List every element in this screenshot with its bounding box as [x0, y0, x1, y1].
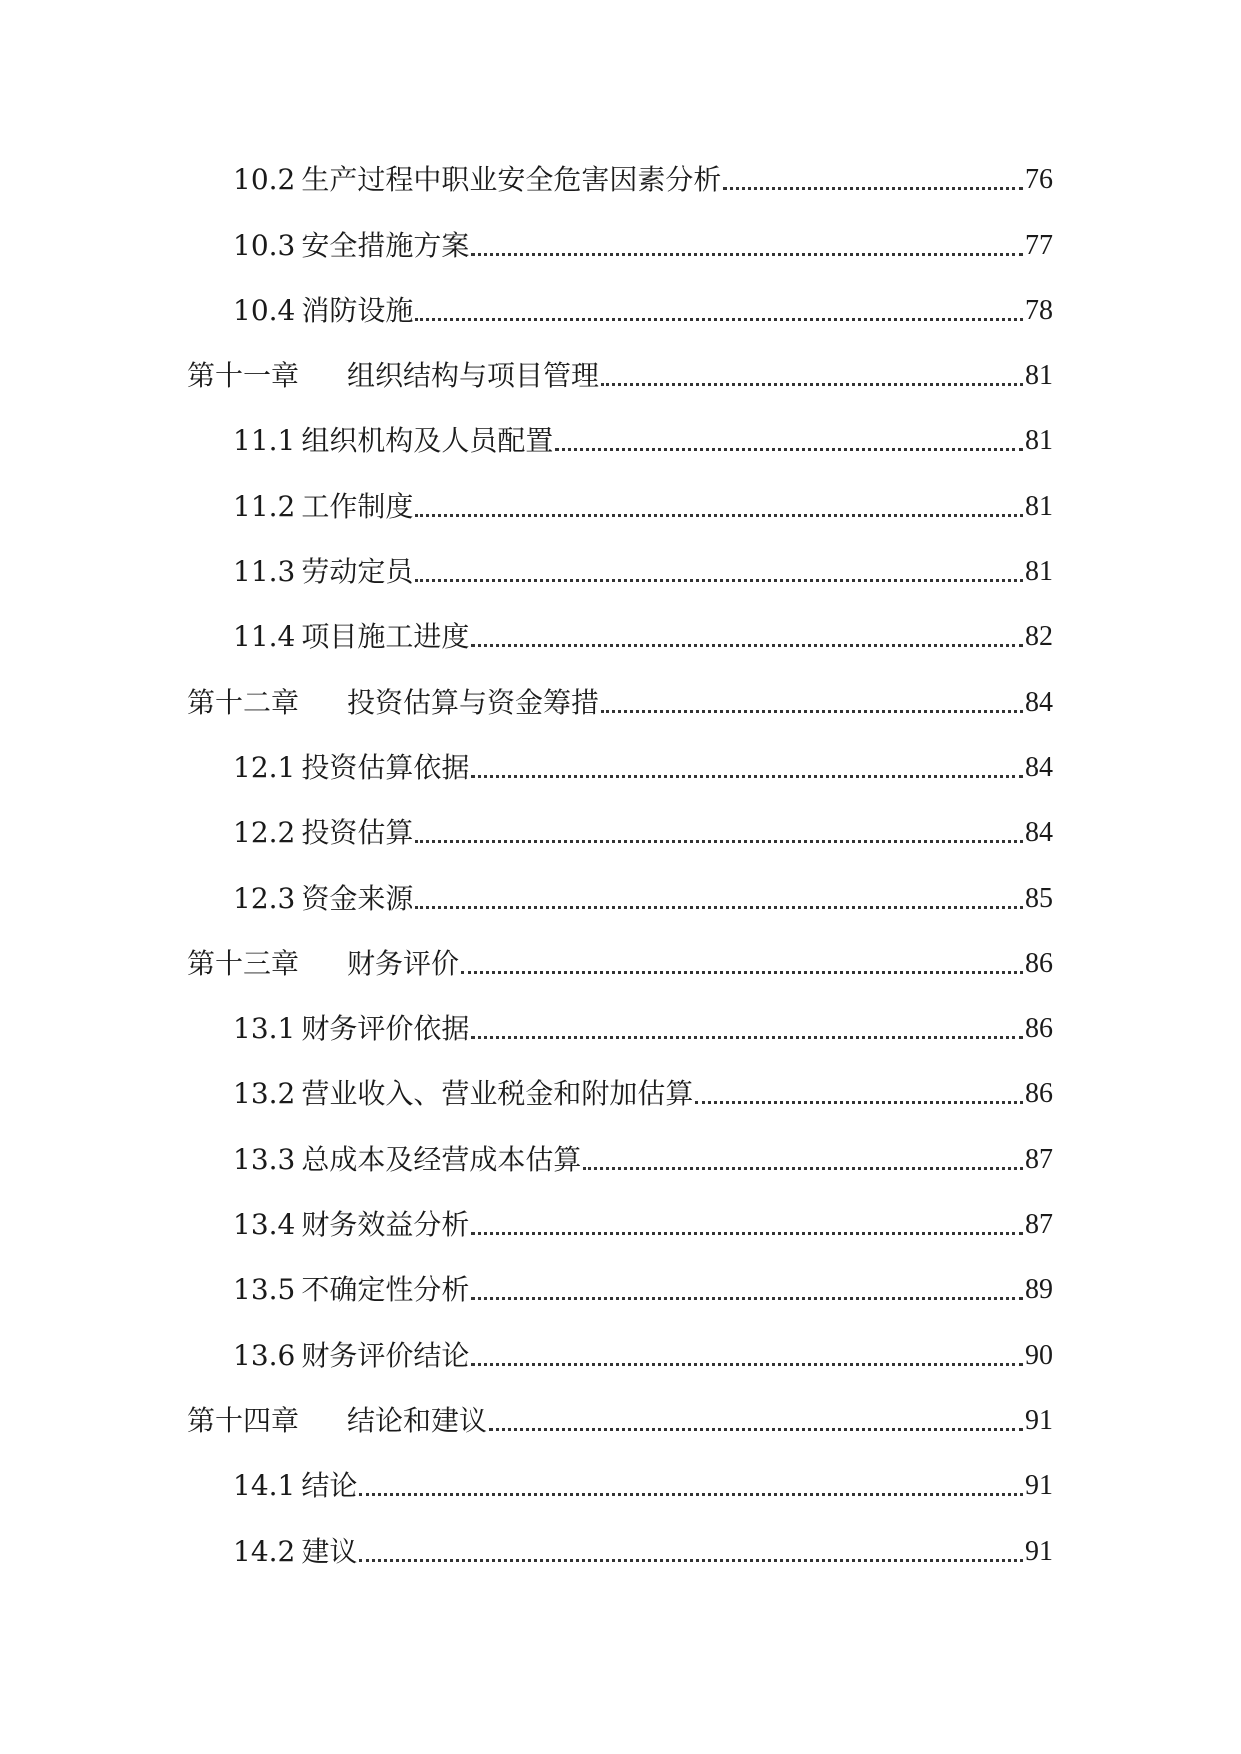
toc-section-entry[interactable] [187, 281, 1053, 346]
toc-section-entry[interactable] [187, 542, 1053, 607]
dot-leader [555, 448, 1023, 451]
toc-entry-title: 安全措施方案 [301, 228, 470, 262]
toc-section-entry[interactable] [187, 607, 1053, 672]
toc-chapter-entry[interactable] [187, 934, 1053, 999]
toc-entry-number: 14.2 [233, 1534, 296, 1568]
dot-leader [723, 187, 1023, 190]
toc-page-number: 86 [1025, 1013, 1053, 1045]
dot-leader [415, 906, 1023, 909]
dot-leader [359, 1559, 1023, 1562]
dot-leader [471, 644, 1023, 647]
toc-entry-number: 13.4 [233, 1208, 296, 1242]
dot-leader [461, 971, 1023, 974]
toc-entry-number: 11.2 [233, 489, 296, 523]
toc-page-number: 81 [1025, 556, 1053, 588]
toc-page-number: 78 [1025, 294, 1053, 326]
toc-entry-number: 第十一章 [187, 359, 300, 393]
toc-page-number: 91 [1025, 1404, 1053, 1436]
toc-entry-number: 12.3 [233, 881, 296, 915]
toc-entry-number: 11.1 [233, 424, 296, 458]
toc-entry-number: 13.5 [233, 1273, 296, 1307]
toc-section-entry[interactable] [187, 1064, 1053, 1129]
dot-leader [695, 1101, 1023, 1104]
toc-entry-number: 第十二章 [187, 685, 300, 719]
toc-page-number: 76 [1025, 164, 1053, 196]
toc-section-entry[interactable] [187, 1129, 1053, 1194]
toc-section-entry[interactable] [187, 868, 1053, 933]
toc-chapter-entry[interactable] [187, 1391, 1053, 1456]
toc-entry-title: 组织机构及人员配置 [301, 424, 554, 458]
toc-entry-title: 营业收入、营业税金和附加估算 [301, 1077, 694, 1111]
dot-leader [489, 1428, 1023, 1431]
toc-page-number: 87 [1025, 1209, 1053, 1241]
toc-section-entry[interactable] [187, 738, 1053, 803]
dot-leader [583, 1167, 1023, 1170]
toc-section-entry[interactable] [187, 803, 1053, 868]
toc-entry-title: 建议 [301, 1534, 358, 1568]
toc-entry-number: 10.4 [233, 293, 296, 327]
toc-chapter-entry[interactable] [187, 346, 1053, 411]
toc-entry-title: 结论 [301, 1469, 358, 1503]
toc-entry-title: 资金来源 [301, 881, 414, 915]
toc-entry-number: 12.2 [233, 816, 296, 850]
toc-entry-number: 13.2 [233, 1077, 296, 1111]
toc-page-number: 77 [1025, 229, 1053, 261]
toc-entry-number: 第十四章 [187, 1403, 300, 1437]
toc-section-entry[interactable] [187, 999, 1053, 1064]
toc-entry-title: 不确定性分析 [301, 1273, 470, 1307]
toc-page-number: 86 [1025, 1078, 1053, 1110]
toc-entry-title: 财务评价依据 [301, 1012, 470, 1046]
toc-entry-title: 生产过程中职业安全危害因素分析 [301, 163, 722, 197]
toc-page-number: 84 [1025, 751, 1053, 783]
toc-section-entry[interactable] [187, 476, 1053, 541]
toc-entry-number: 13.3 [233, 1142, 296, 1176]
dot-leader [471, 1297, 1023, 1300]
toc-entry-title: 结论和建议 [347, 1403, 488, 1437]
toc-entry-number: 13.1 [233, 1012, 296, 1046]
toc-page-number: 91 [1025, 1470, 1053, 1502]
dot-leader [471, 775, 1023, 778]
toc-section-entry[interactable] [187, 1260, 1053, 1325]
toc-entry-title: 工作制度 [301, 489, 414, 523]
toc-page-number: 84 [1025, 817, 1053, 849]
dot-leader [601, 710, 1023, 713]
toc-section-entry[interactable] [187, 1325, 1053, 1390]
toc-entry-title: 投资估算依据 [301, 750, 470, 784]
toc-entry-number: 10.3 [233, 228, 296, 262]
toc-page-number: 81 [1025, 360, 1053, 392]
toc-entry-number: 13.6 [233, 1338, 296, 1372]
toc-page-number: 87 [1025, 1143, 1053, 1175]
toc-page-number: 84 [1025, 686, 1053, 718]
toc-section-entry[interactable] [187, 1521, 1053, 1586]
toc-page-number: 82 [1025, 621, 1053, 653]
table-of-contents [187, 150, 1053, 1587]
toc-entry-number: 11.4 [233, 620, 296, 654]
toc-page-number: 90 [1025, 1339, 1053, 1371]
toc-entry-title: 财务效益分析 [301, 1208, 470, 1242]
dot-leader [415, 318, 1023, 321]
toc-section-entry[interactable] [187, 150, 1053, 215]
toc-section-entry[interactable] [187, 1456, 1053, 1521]
toc-page-number: 81 [1025, 490, 1053, 522]
toc-page-number: 91 [1025, 1535, 1053, 1567]
dot-leader [415, 514, 1023, 517]
dot-leader [415, 840, 1023, 843]
toc-entry-title: 劳动定员 [301, 555, 414, 589]
toc-page-number: 89 [1025, 1274, 1053, 1306]
toc-entry-title: 总成本及经营成本估算 [301, 1142, 582, 1176]
toc-section-entry[interactable] [187, 215, 1053, 280]
toc-entry-title: 投资估算 [301, 816, 414, 850]
toc-entry-number: 第十三章 [187, 946, 300, 980]
toc-page-number: 85 [1025, 882, 1053, 914]
toc-entry-number: 10.2 [233, 163, 296, 197]
toc-section-entry[interactable] [187, 1195, 1053, 1260]
toc-entry-number: 14.1 [233, 1469, 296, 1503]
toc-entry-title: 项目施工进度 [301, 620, 470, 654]
toc-entry-number: 11.3 [233, 555, 296, 589]
toc-entry-title: 消防设施 [301, 293, 414, 327]
toc-entry-title: 投资估算与资金筹措 [347, 685, 600, 719]
toc-entry-title: 财务评价结论 [301, 1338, 470, 1372]
toc-page-number: 86 [1025, 947, 1053, 979]
dot-leader [359, 1493, 1023, 1496]
toc-entry-number: 12.1 [233, 750, 296, 784]
toc-chapter-entry[interactable] [187, 672, 1053, 737]
dot-leader [415, 579, 1023, 582]
toc-section-entry[interactable] [187, 411, 1053, 476]
toc-entry-title: 组织结构与项目管理 [347, 359, 600, 393]
dot-leader [471, 1363, 1023, 1366]
dot-leader [471, 1036, 1023, 1039]
dot-leader [601, 383, 1023, 386]
dot-leader [471, 1232, 1023, 1235]
toc-entry-title: 财务评价 [347, 946, 460, 980]
dot-leader [471, 253, 1023, 256]
toc-page-number: 81 [1025, 425, 1053, 457]
